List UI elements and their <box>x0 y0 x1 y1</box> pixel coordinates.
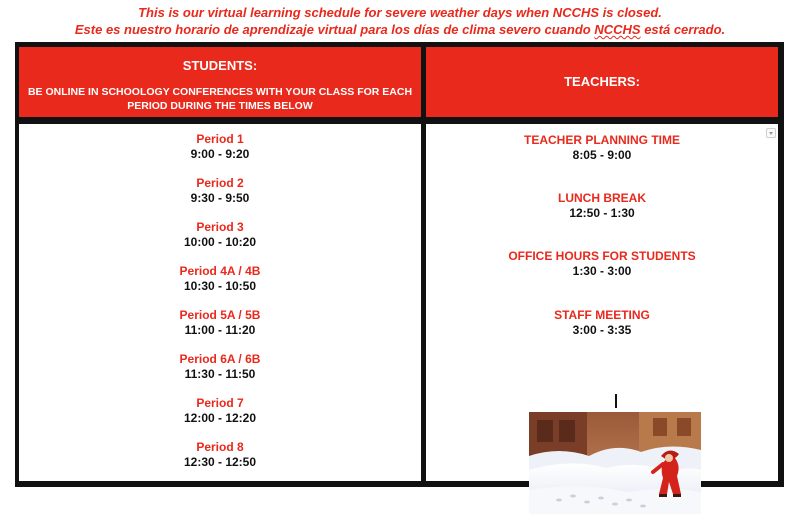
teacher-item-name: STAFF MEETING <box>554 308 650 322</box>
period-name: Period 4A / 4B <box>179 264 261 278</box>
students-schedule <box>19 124 421 481</box>
teacher-lunch-break <box>426 191 778 221</box>
period-name: Period 5A / 5B <box>179 308 261 322</box>
period-name: Period 6A / 6B <box>179 352 261 366</box>
period-time: 12:30 - 12:50 <box>183 455 257 469</box>
teachers-header <box>426 47 778 117</box>
period-time: 10:00 - 10:20 <box>183 235 257 249</box>
period-name: Period 7 <box>196 396 244 410</box>
period-time: 12:00 - 12:20 <box>183 411 257 425</box>
period-4 <box>19 264 421 294</box>
period-2 <box>19 176 421 206</box>
intro-line-spanish <box>0 21 800 38</box>
teachers-header-title: TEACHERS: <box>564 74 640 89</box>
teacher-planning-time <box>426 133 778 163</box>
intro-line-english: This is our virtual learning schedule for severe weather days when NCCHS is closed. <box>138 5 662 20</box>
period-name: Period 3 <box>196 220 244 234</box>
teacher-item-time: 12:50 - 1:30 <box>569 206 635 220</box>
teacher-staff-meeting <box>426 308 778 338</box>
teacher-item-time: 3:00 - 3:35 <box>572 323 632 337</box>
students-header-instructions: BE ONLINE IN SCHOOLOGY CONFERENCES WITH YOUR CLASS FOR EACH PERIOD DURING THE TIMES BELOW <box>27 86 413 112</box>
period-8 <box>19 440 421 470</box>
intro-spanish-ncchs: NCCHS <box>594 22 641 37</box>
period-3 <box>19 220 421 250</box>
period-name: Period 2 <box>196 176 244 190</box>
teacher-item-time: 8:05 - 9:00 <box>572 148 632 162</box>
period-6 <box>19 352 421 382</box>
period-time: 10:30 - 10:50 <box>183 279 257 293</box>
period-time: 9:30 - 9:50 <box>190 191 250 205</box>
teacher-office-hours <box>426 249 778 279</box>
period-time: 9:00 - 9:20 <box>190 147 250 161</box>
students-header-title: STUDENTS: <box>182 58 258 73</box>
period-5 <box>19 308 421 338</box>
teachers-schedule <box>426 124 778 481</box>
intro-text <box>0 4 800 38</box>
teacher-item-name: TEACHER PLANNING TIME <box>524 133 680 147</box>
students-header <box>19 47 421 117</box>
text-cursor <box>615 394 617 408</box>
period-time: 11:30 - 11:50 <box>184 367 256 381</box>
period-name: Period 8 <box>196 440 244 454</box>
period-7 <box>19 396 421 426</box>
period-1 <box>19 132 421 162</box>
teacher-item-time: 1:30 - 3:00 <box>572 264 632 278</box>
snow-scene-illustration <box>529 412 701 514</box>
schedule-table <box>15 42 784 487</box>
teacher-item-name: OFFICE HOURS FOR STUDENTS <box>508 249 696 263</box>
intro-spanish-after: está cerrado. <box>640 22 726 37</box>
intro-spanish-before: Este es nuestro horario de aprendizaje virtual para los días de clima severo cuando <box>74 22 595 37</box>
teacher-item-name: LUNCH BREAK <box>558 191 646 205</box>
period-name: Period 1 <box>196 132 244 146</box>
period-time: 11:00 - 11:20 <box>184 323 256 337</box>
